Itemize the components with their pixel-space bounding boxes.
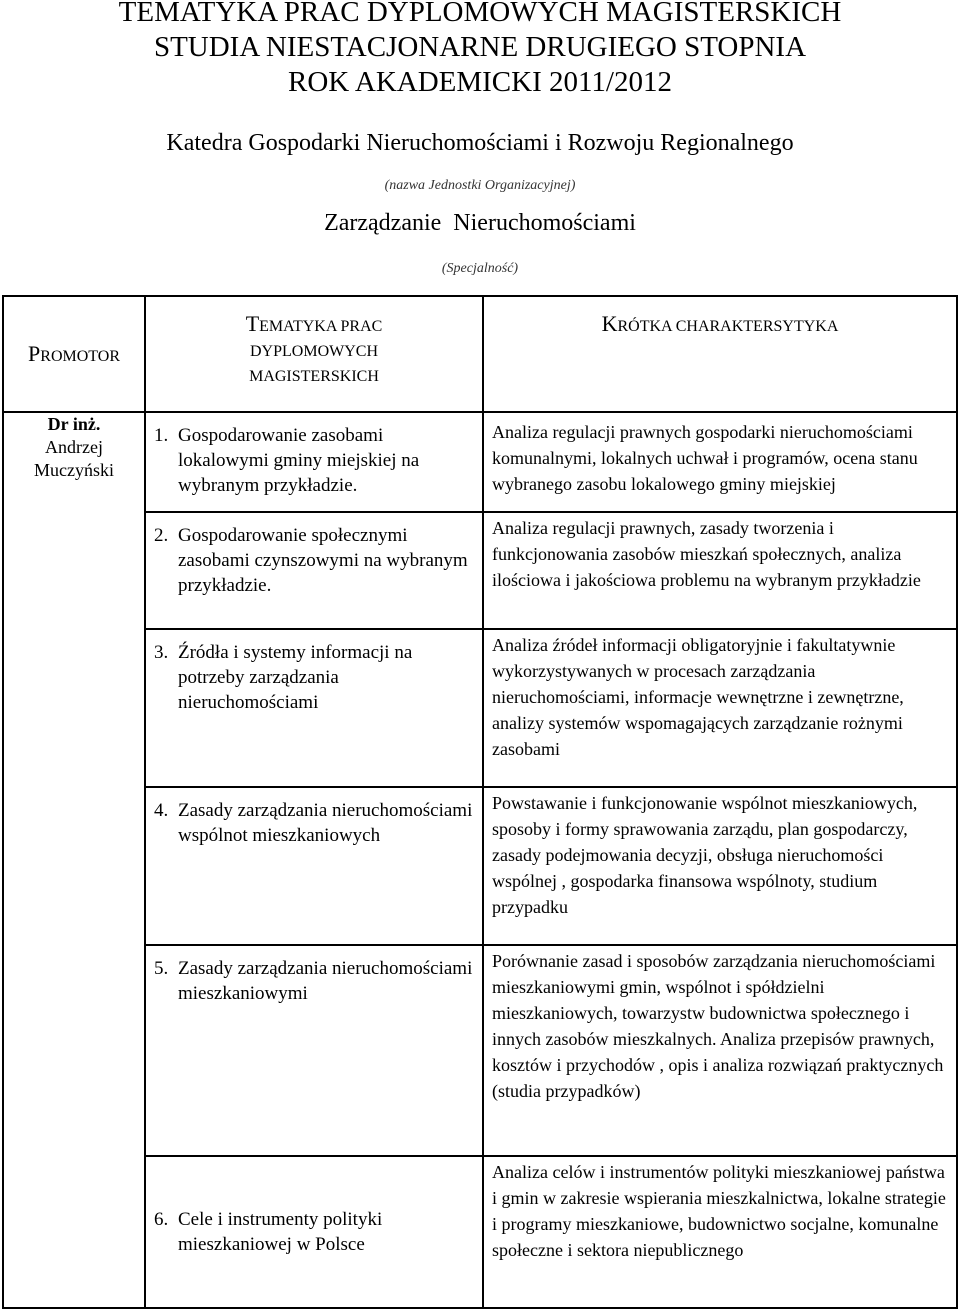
header-promotor-initial: P xyxy=(28,341,41,366)
title-line-2: STUDIA NIESTACJONARNE DRUGIEGO STOPNIA xyxy=(153,31,807,63)
topic-cell xyxy=(145,512,483,629)
promotor-title: Dr inż. xyxy=(47,414,101,434)
header-promotor xyxy=(3,296,145,412)
header-description-rest: RÓTKA CHARAKTERSYTYKA xyxy=(617,318,839,335)
description-6: Analiza celów i instrumentów polityki mieszkaniowej państwa i gmin w zakresie wspierania mieszkalnictwa, lokalne strategie i programy mieszkaniowe, budownictwo socjalne, komunalne społeczne i sektora niepublicznego xyxy=(492,1162,946,1260)
topic-4 xyxy=(146,788,482,944)
description-cell xyxy=(483,945,957,1156)
department-note: (nazwa Jednostki Organizacyjnej) xyxy=(384,178,576,193)
topic-number: 4. xyxy=(154,800,169,821)
topic-2 xyxy=(146,513,482,628)
department-name: Katedra Gospodarki Nieruchomościami i Rozwoju Regionalnego xyxy=(166,130,794,156)
topic-number: 2. xyxy=(154,525,169,546)
topic-number: 6. xyxy=(154,1209,169,1230)
topic-title: Zasady zarządzania nieruchomościami mieszkaniowymi xyxy=(178,958,473,1004)
description-2: Analiza regulacji prawnych, zasady tworzenia i funkcjonowania zasobów mieszkań społecznych, analiza ilościowa i jakościowa problemu na wybranym przykładzie xyxy=(492,518,921,590)
topic-cell xyxy=(145,1156,483,1308)
topic-title: Gospodarowanie społecznymi zasobami czynszowymi na wybranym przykładzie. xyxy=(178,525,468,596)
description-1: Analiza regulacji prawnych gospodarki nieruchomościami komunalnymi, lokalnych uchwał i programów, ocena stanu wybranego zasobu lokalowego gminy miejskiej xyxy=(492,422,918,494)
description-5: Porównanie zasad i sposobów zarządzania nieruchomościami mieszkaniowymi gmin, wspólnot i spółdzielni mieszkaniowych, towarzystw budownictwa społecznego i innych zasobów mieszkalnych. Analiza przepisów prawnych, kosztów i przychodów , opis i analiza rozwiązań praktycznych (studia przypadków) xyxy=(492,951,944,1101)
topic-cell xyxy=(145,629,483,787)
topic-3 xyxy=(146,630,482,786)
table-row xyxy=(3,1156,957,1308)
description-cell xyxy=(483,412,957,512)
thesis-topics-table xyxy=(2,295,958,1309)
header-topics-rest: EMATYKA PRAC xyxy=(259,318,383,335)
topic-6 xyxy=(146,1157,482,1307)
table-row xyxy=(3,787,957,945)
promotor-cell xyxy=(3,412,145,1308)
description-3: Analiza źródeł informacji obligatoryjnie i fakultatywnie wykorzystywanych w procesach zarządzania nieruchomościami, informacje wewnętrzne i zewnętrzne, analizy systemów wspomagających zarządzanie rożnymi zasobami xyxy=(492,635,904,759)
topic-number: 5. xyxy=(154,958,169,979)
table-row xyxy=(3,512,957,629)
description-cell xyxy=(483,1156,957,1308)
table-row xyxy=(3,629,957,787)
specialty-word-2: Nieruchomościami xyxy=(453,210,636,236)
table-row xyxy=(3,412,957,512)
description-cell xyxy=(483,512,957,629)
header-topics-line-2: DYPLOMOWYCH xyxy=(250,343,378,360)
topic-title: Gospodarowanie zasobami lokalowymi gminy miejskiej na wybranym przykładzie. xyxy=(178,425,420,496)
topic-1 xyxy=(146,413,482,511)
topic-cell xyxy=(145,787,483,945)
topic-cell xyxy=(145,945,483,1156)
topic-5 xyxy=(146,946,482,1155)
promotor-last-name: Muczyński xyxy=(34,460,114,480)
header-topics-initial: T xyxy=(245,311,260,336)
header-topics-line-3: MAGISTERSKICH xyxy=(249,368,379,385)
promotor-first-name: Andrzej xyxy=(45,437,103,457)
table-row xyxy=(3,945,957,1156)
description-cell xyxy=(483,787,957,945)
topic-number: 1. xyxy=(154,425,169,446)
title-line-1: TEMATYKA PRAC DYPLOMOWYCH MAGISTERSKICH xyxy=(118,0,842,28)
description-4: Powstawanie i funkcjonowanie wspólnot mieszkaniowych, sposoby i formy sprawowania zarządu, plan gospodarczy, zasady podejmowania decyzji, obsługa nieruchomości wspólnej , gospodarka finansowa wspólnoty, studium przypadku xyxy=(492,793,918,917)
topic-cell xyxy=(145,412,483,512)
header-description xyxy=(483,296,957,412)
specialty-note: (Specjalność) xyxy=(441,261,519,276)
topic-title: Zasady zarządzania nieruchomościami wspólnot mieszkaniowych xyxy=(178,800,473,846)
topic-number: 3. xyxy=(154,642,169,663)
specialty-word-1: Zarządzanie xyxy=(324,210,442,236)
topic-title: Cele i instrumenty polityki mieszkaniowej w Polsce xyxy=(178,1209,383,1255)
header-promotor-rest: ROMOTOR xyxy=(40,348,120,365)
topic-title: Źródła i systemy informacji na potrzeby zarządzania nieruchomościami xyxy=(178,642,413,713)
specialty-name xyxy=(0,210,960,237)
title-line-3: ROK AKADEMICKI 2011/2012 xyxy=(288,66,672,98)
header-description-initial: K xyxy=(601,311,618,336)
table-header-row xyxy=(3,296,957,412)
header-topics xyxy=(145,296,483,412)
description-cell xyxy=(483,629,957,787)
